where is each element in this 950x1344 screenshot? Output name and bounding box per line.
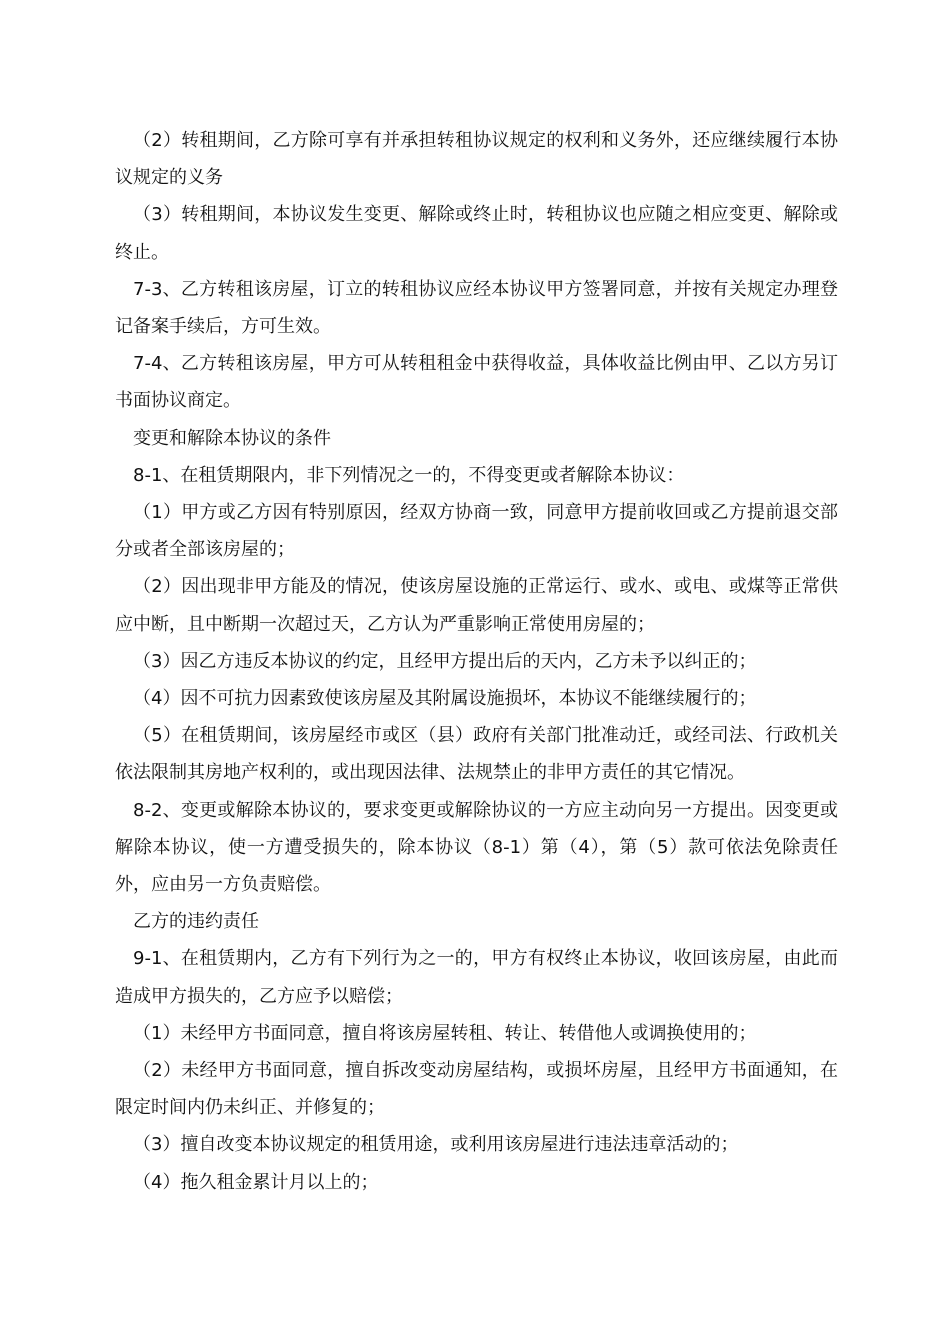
- paragraph-9-1: 9-1、在租赁期内，乙方有下列行为之一的，甲方有权终止本协议，收回该房屋，由此而造成甲方损失的，乙方应予以赔偿；: [115, 948, 838, 1007]
- document-body: [115, 122, 838, 1201]
- section-heading-change-termination: 变更和解除本协议的条件: [133, 427, 331, 449]
- paragraph-7-4: 7-4、乙方转租该房屋，甲方可从转租租金中获得收益，具体收益比例由甲、乙以方另订书面协议商定。: [115, 353, 838, 412]
- paragraph-8-1-item-3: （3）因乙方违反本协议的约定，且经甲方提出后的天内，乙方未予以纠正的；: [133, 650, 757, 672]
- paragraph-sublet-termination: （3）转租期间，本协议发生变更、解除或终止时，转租协议也应随之相应变更、解除或终止。: [115, 204, 838, 263]
- paragraph-8-2: 8-2、变更或解除本协议的，要求变更或解除协议的一方应主动向另一方提出。因变更或解除本协议，使一方遭受损失的，除本协议（8-1）第（4），第（5）款可依法免除责任外，应由另一方负责赔偿。: [115, 799, 838, 896]
- paragraph-8-1-item-1: （1）甲方或乙方因有特别原因，经双方协商一致，同意甲方提前收回或乙方提前退交部分或者全部该房屋的；: [115, 502, 838, 561]
- paragraph-9-1-item-1: （1）未经甲方书面同意，擅自将该房屋转租、转让、转借他人或调换使用的；: [133, 1022, 757, 1044]
- paragraph-8-1: 8-1、在租赁期限内，非下列情况之一的，不得变更或者解除本协议：: [133, 464, 685, 486]
- section-heading-tenant-liability: 乙方的违约责任: [133, 911, 259, 933]
- paragraph-9-1-item-3: （3）擅自改变本协议规定的租赁用途，或利用该房屋进行违法违章活动的；: [133, 1134, 739, 1156]
- paragraph-sublet-rights: （2）转租期间，乙方除可享有并承担转租协议规定的权利和义务外，还应继续履行本协议规定的义务: [115, 130, 838, 189]
- paragraph-7-3: 7-3、乙方转租该房屋，订立的转租协议应经本协议甲方签署同意，并按有关规定办理登记备案手续后，方可生效。: [115, 278, 838, 338]
- paragraph-8-1-item-5: （5）在租赁期间，该房屋经市或区（县）政府有关部门批准动迁，或经司法、行政机关依法限制其房地产权利的，或出现因法律、法规禁止的非甲方责任的其它情况。: [115, 725, 838, 784]
- paragraph-8-1-item-4: （4）因不可抗力因素致使该房屋及其附属设施损坏，本协议不能继续履行的；: [133, 688, 757, 710]
- paragraph-9-1-item-4: （4）拖久租金累计月以上的；: [133, 1171, 379, 1193]
- paragraph-9-1-item-2: （2）未经甲方书面同意，擅自拆改变动房屋结构，或损坏房屋，且经甲方书面通知，在限定时间内仍未纠正、并修复的；: [115, 1060, 838, 1119]
- paragraph-8-1-item-2: （2）因出现非甲方能及的情况，使该房屋设施的正常运行、或水、或电、或煤等正常供应中断，且中断期一次超过天，乙方认为严重影响正常使用房屋的；: [115, 576, 838, 635]
